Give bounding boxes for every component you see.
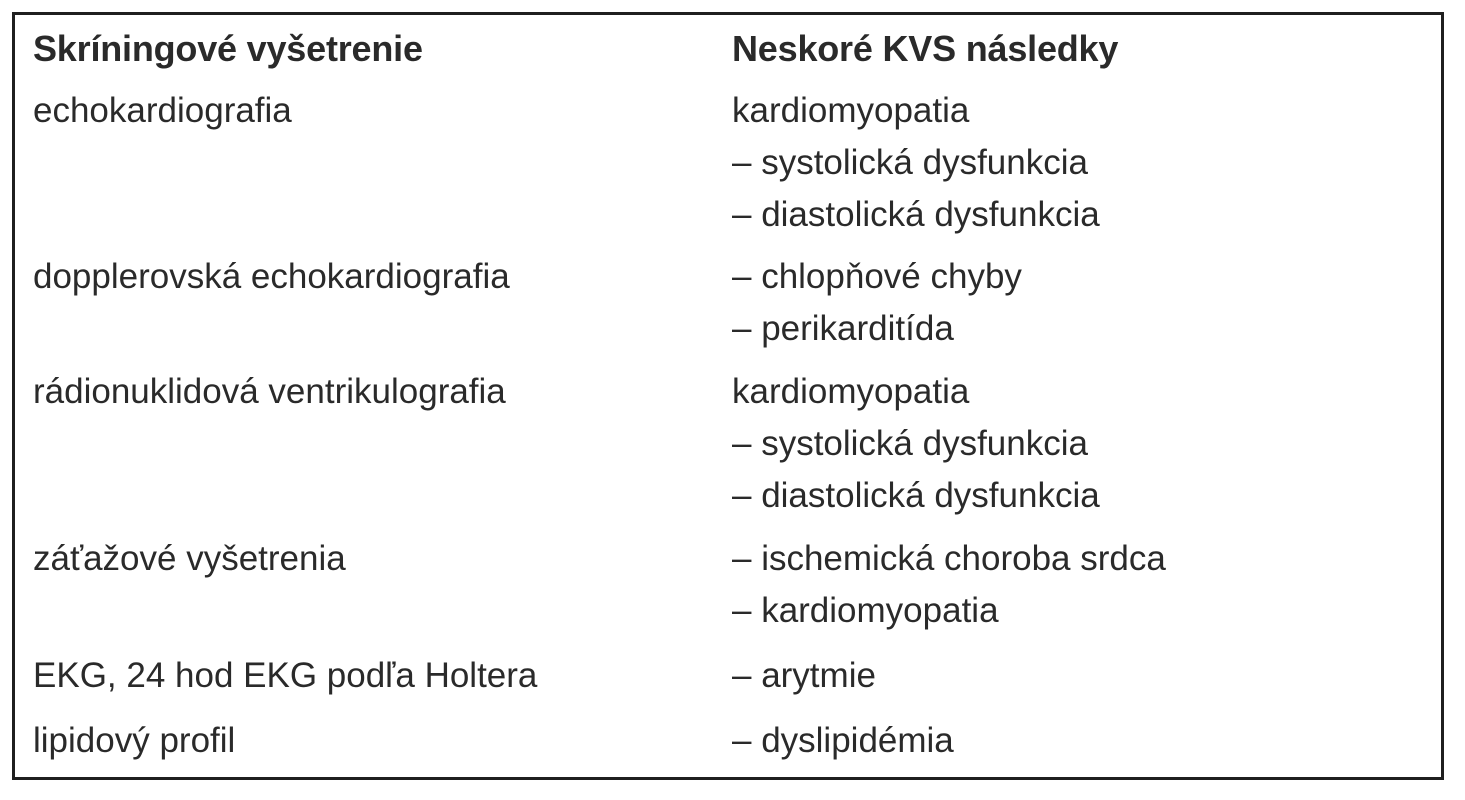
effect-item: – kardiomyopatia — [732, 591, 999, 630]
effect-item: kardiomyopatia — [732, 91, 970, 130]
effect-item: – systolická dysfunkcia — [732, 143, 1088, 182]
effect-item: – diastolická dysfunkcia — [732, 195, 1100, 234]
row-effects — [732, 650, 876, 702]
row-effects — [732, 533, 1166, 637]
row-effects — [732, 85, 1100, 241]
effect-item: – ischemická choroba srdca — [732, 539, 1166, 578]
effect-item: – systolická dysfunkcia — [732, 424, 1088, 463]
effect-item: kardiomyopatia — [732, 372, 970, 411]
effect-item: – diastolická dysfunkcia — [732, 476, 1100, 515]
row-exam: EKG, 24 hod EKG podľa Holtera — [33, 656, 538, 695]
row-effects — [732, 251, 1022, 355]
row-effects — [732, 715, 954, 767]
row-effects — [732, 366, 1100, 522]
row-exam: lipidový profil — [33, 721, 236, 760]
effect-item: – perikarditída — [732, 309, 954, 348]
row-exam: záťažové vyšetrenia — [33, 539, 346, 578]
row-exam: echokardiografia — [33, 91, 292, 130]
row-exam: rádionuklidová ventrikulografia — [33, 372, 506, 411]
header-screening-exam: Skríningové vyšetrenie — [33, 28, 423, 69]
effect-item: – dyslipidémia — [732, 721, 954, 760]
row-exam: dopplerovská echokardiografia — [33, 257, 510, 296]
effect-item: – chlopňové chyby — [732, 257, 1022, 296]
header-late-cv-effects: Neskoré KVS následky — [732, 28, 1119, 69]
effect-item: – arytmie — [732, 656, 876, 695]
